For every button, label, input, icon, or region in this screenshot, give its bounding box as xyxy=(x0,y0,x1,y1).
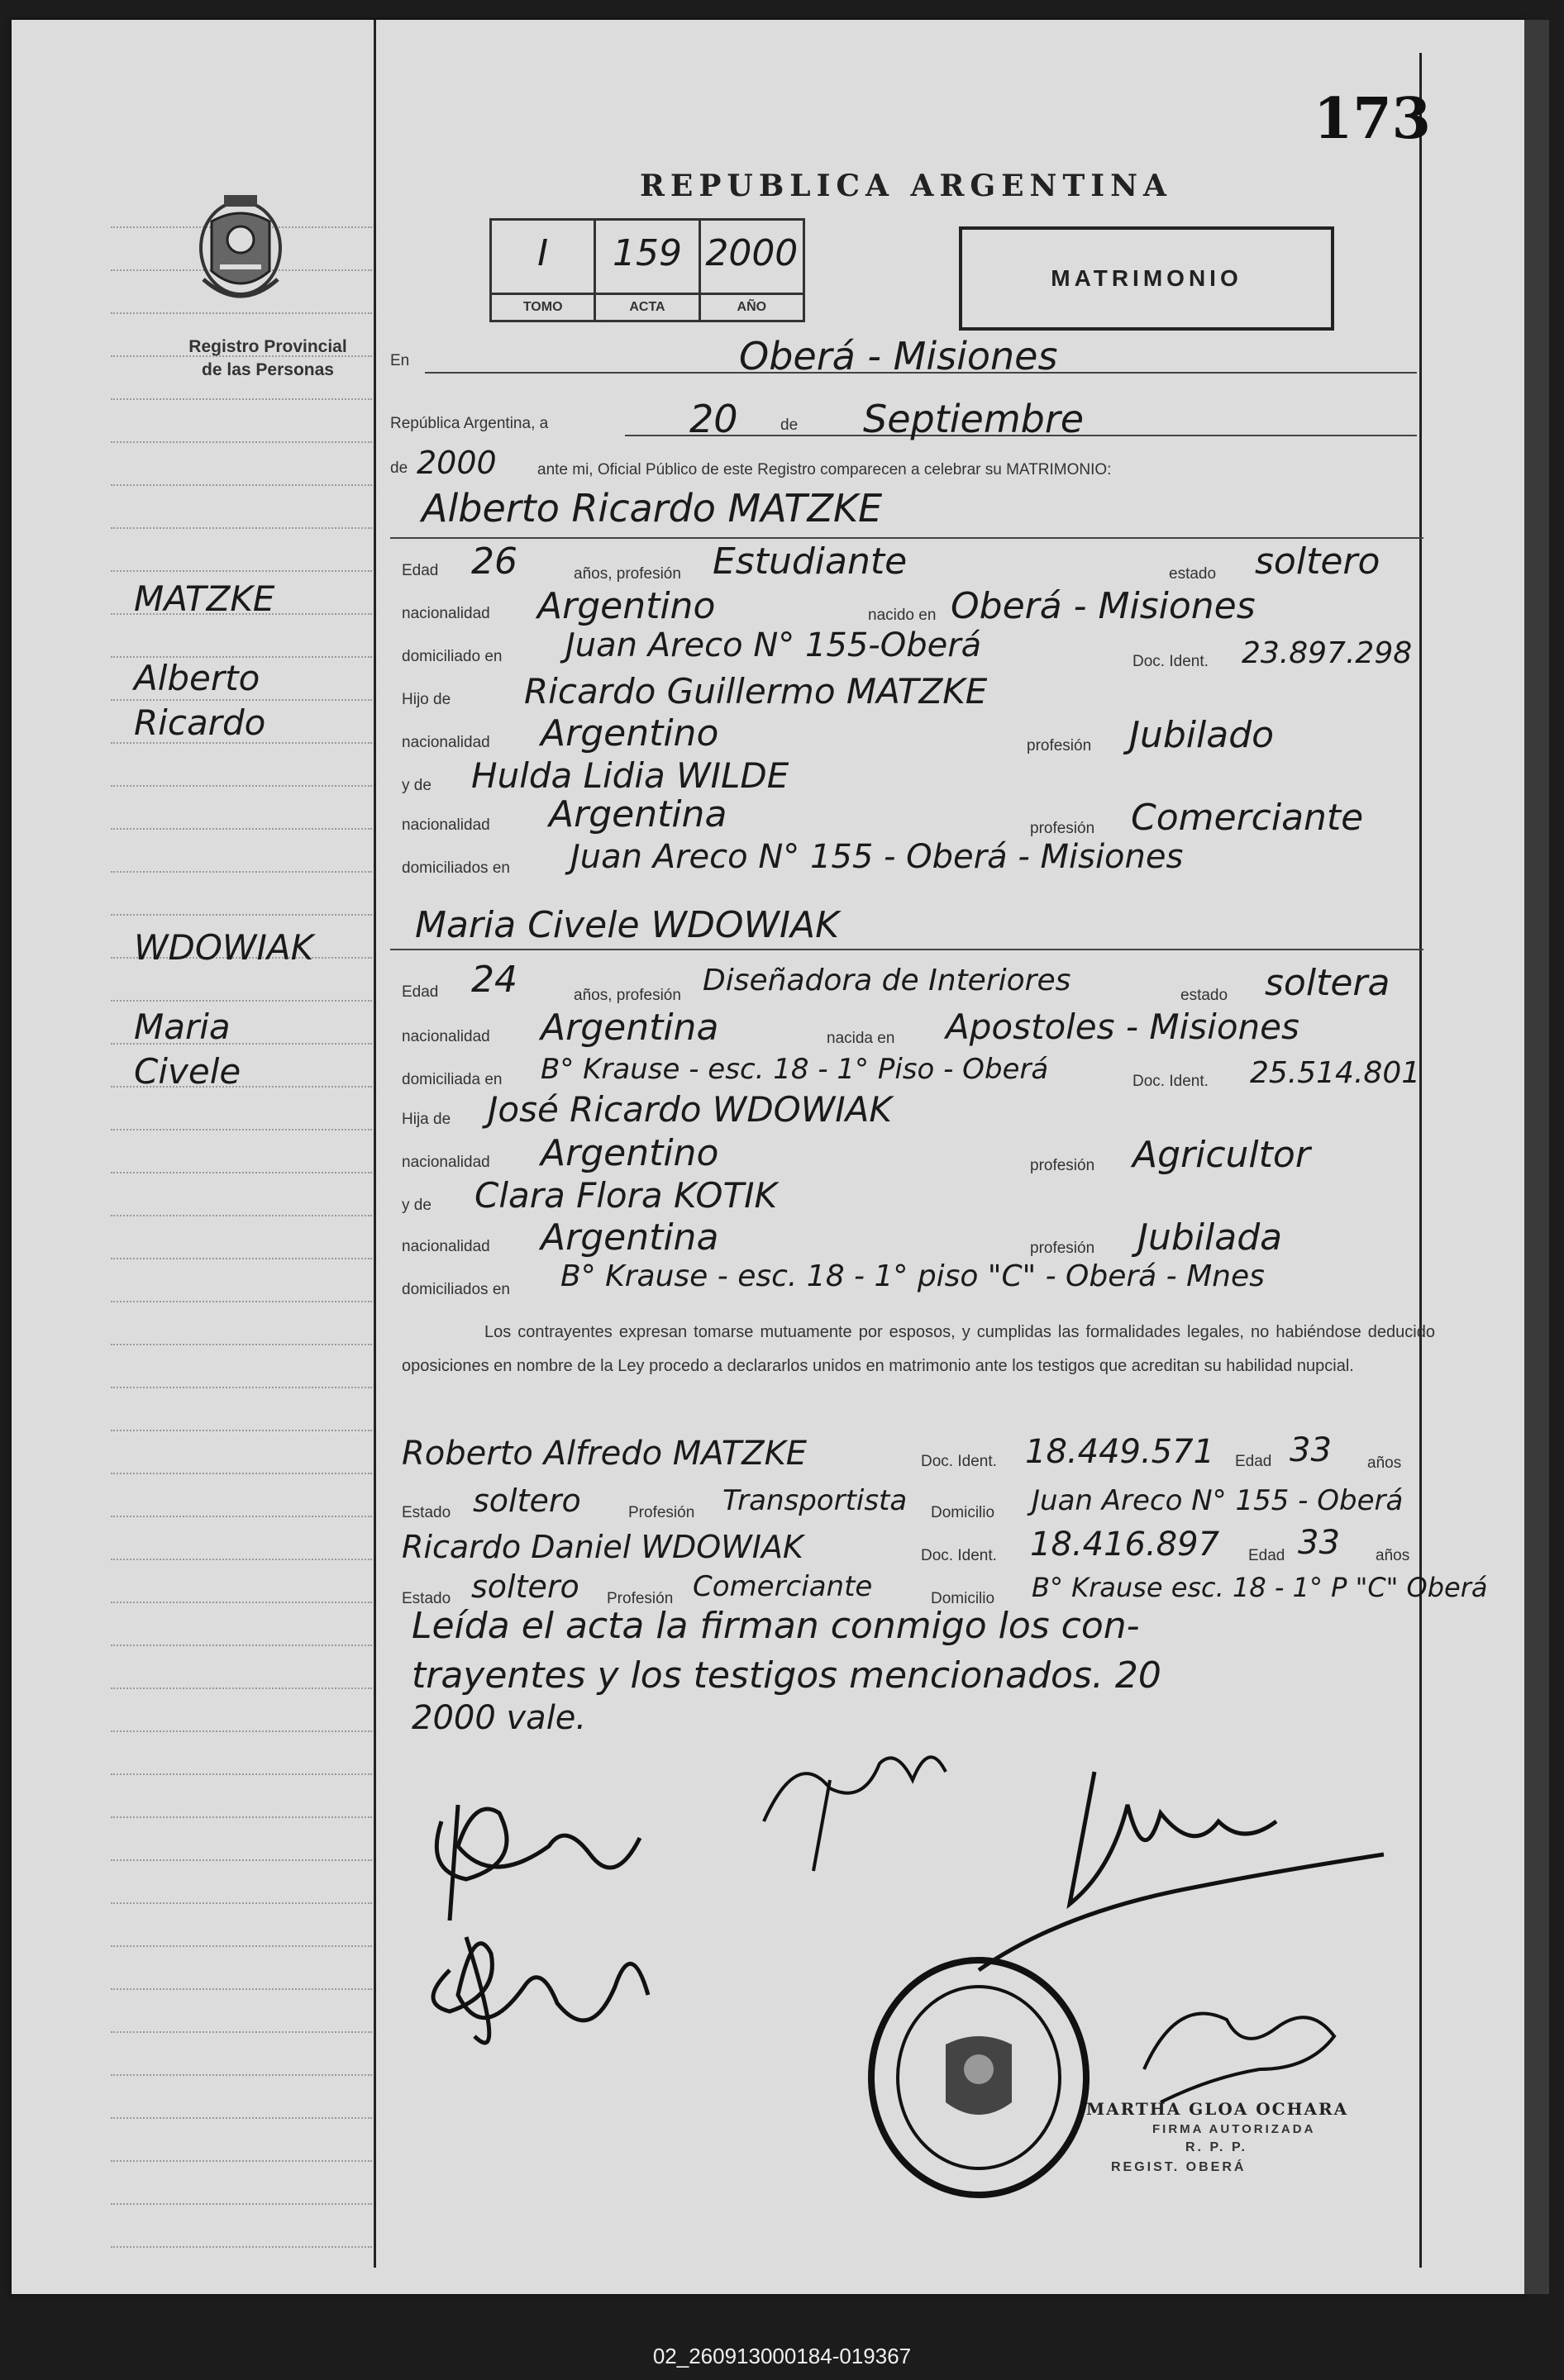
groom-father-prof-label: profesión xyxy=(1027,737,1092,754)
groom-civil: soltero xyxy=(1255,540,1380,583)
margin-rule xyxy=(111,1387,372,1388)
groom-mother-nat-label: nacionalidad xyxy=(402,816,490,834)
groom-and-label: y de xyxy=(402,777,432,794)
day-value: 20 xyxy=(689,397,738,441)
official-title: FIRMA AUTORIZADA xyxy=(1152,2122,1316,2136)
bride-civil-label: estado xyxy=(1180,987,1228,1004)
bride-parents-address: B° Krause - esc. 18 - 1° piso "C" - Oberá - Mnes xyxy=(560,1259,1265,1293)
margin-rule xyxy=(111,570,372,572)
margin-rule xyxy=(111,398,372,400)
margin-rule xyxy=(111,1645,372,1646)
witness-2-state: soltero xyxy=(471,1568,579,1605)
bride-nationality-label: nacionalidad xyxy=(402,1028,490,1045)
witness-1-state-label: Estado xyxy=(402,1504,451,1521)
witness-1-age-label: Edad xyxy=(1235,1453,1272,1470)
year-value: 2000 xyxy=(417,445,497,481)
year-prefix: de xyxy=(390,459,408,477)
groom-nationality: Argentino xyxy=(537,585,716,627)
margin-rule xyxy=(111,1000,372,1002)
de-label: de xyxy=(780,416,799,434)
witness-1-dom-label: Domicilio xyxy=(931,1504,995,1521)
witness-1-address: Juan Areco N° 155 - Oberá xyxy=(1032,1484,1404,1517)
official-seal xyxy=(863,1954,1094,2206)
rule xyxy=(390,537,1423,539)
bride-mother-nat-label: nacionalidad xyxy=(402,1238,490,1255)
bride-profession: Diseñadora de Interiores xyxy=(703,964,1071,997)
witness-2-name: Ricardo Daniel WDOWIAK xyxy=(402,1529,803,1565)
groom-mother-nationality: Argentina xyxy=(549,793,727,835)
groom-address: Juan Areco N° 155-Oberá xyxy=(565,626,982,664)
witness-1-state: soltero xyxy=(473,1483,581,1519)
witness-2-dom-label: Domicilio xyxy=(931,1590,995,1607)
bride-doc: 25.514.801 xyxy=(1250,1056,1421,1090)
year-cell xyxy=(701,221,803,320)
margin-rule xyxy=(111,1988,372,1990)
margin-rule xyxy=(111,1430,372,1431)
country-heading: REPUBLICA ARGENTINA xyxy=(640,169,1172,203)
witness-1-prof-label: Profesión xyxy=(628,1504,695,1521)
bride-father-nationality: Argentino xyxy=(541,1132,719,1174)
groom-parents-address: Juan Areco N° 155 - Oberá - Misiones xyxy=(570,838,1184,876)
margin-rule xyxy=(111,871,372,873)
witness-1-doc: 18.449.571 xyxy=(1025,1433,1215,1471)
official-name: MARTHA GLOA OCHARA xyxy=(1086,2099,1349,2119)
bride-doc-label: Doc. Ident. xyxy=(1132,1073,1209,1090)
witness-1-name: Roberto Alfredo MATZKE xyxy=(402,1435,808,1473)
groom-margin-given-1: Alberto xyxy=(134,658,260,698)
margin-rule xyxy=(111,914,372,916)
bride-mother-profession: Jubilada xyxy=(1137,1216,1283,1259)
witness-2-prof-label: Profesión xyxy=(607,1590,674,1607)
bride-father-nat-label: nacionalidad xyxy=(402,1154,490,1171)
groom-parents-dom-label: domiciliados en xyxy=(402,859,510,877)
appear-text: ante mi, Oficial Público de este Registro comparecen a celebrar su MATRIMONIO: xyxy=(537,461,1112,478)
margin-rule xyxy=(111,1516,372,1517)
reference-box xyxy=(489,218,805,322)
en-label: En xyxy=(390,352,410,369)
bride-civil: soltera xyxy=(1265,962,1390,1004)
registry-line-1: Registro Provincial xyxy=(188,337,347,356)
witness-2-doc-label: Doc. Ident. xyxy=(921,1547,997,1564)
register-page xyxy=(12,20,1524,2294)
witness-1-profession: Transportista xyxy=(722,1484,908,1517)
groom-father-nationality: Argentino xyxy=(541,712,719,754)
bride-father-profession: Agricultor xyxy=(1132,1134,1310,1176)
bride-child-label: Hija de xyxy=(402,1111,451,1128)
groom-mother-profession: Comerciante xyxy=(1131,797,1364,839)
groom-father: Ricardo Guillermo MATZKE xyxy=(524,671,988,712)
margin-rule xyxy=(111,1773,372,1775)
acta-cell xyxy=(596,221,700,320)
margin-rule xyxy=(111,785,372,787)
witness-2-age: 33 xyxy=(1298,1524,1340,1562)
closing-note-line-2: trayentes y los testigos mencionados. 20 xyxy=(412,1654,1161,1697)
margin-rule xyxy=(111,2031,372,2033)
tomo-label: TOMO xyxy=(492,293,594,320)
bride-father: José Ricardo WDOWIAK xyxy=(488,1089,892,1130)
acta-label: ACTA xyxy=(596,293,698,320)
month-value: Septiembre xyxy=(863,397,1085,441)
margin-rule xyxy=(111,1859,372,1861)
declaration-text: Los contrayentes expresan tomarse mutuamente por esposos, y cumplidas las formalidades legales, no habiéndose deducido oposiciones en nombre de la Ley procedo a declararlos unidos en matrimonio ante los testigos que acreditan su habilidad nupcial. xyxy=(402,1323,1435,1375)
groom-nationality-label: nacionalidad xyxy=(402,605,490,622)
groom-doc-label: Doc. Ident. xyxy=(1132,653,1209,670)
margin-rule xyxy=(111,1172,372,1173)
bride-margin-surname: WDOWIAK xyxy=(134,927,314,968)
margin-rule xyxy=(111,1945,372,1947)
groom-full-name: Alberto Ricardo MATZKE xyxy=(422,486,883,531)
paper-edge xyxy=(1524,20,1549,2294)
place-value: Oberá - Misiones xyxy=(739,334,1058,378)
margin-rule xyxy=(111,312,372,314)
margin-rule xyxy=(111,1902,372,1904)
bride-and-label: y de xyxy=(402,1197,432,1214)
witness-1-age: 33 xyxy=(1290,1431,1332,1469)
margin-rule xyxy=(111,1129,372,1130)
rule xyxy=(390,949,1423,950)
margin-rule xyxy=(111,484,372,486)
rep-label: República Argentina, a xyxy=(390,415,549,432)
margin-rule xyxy=(111,527,372,529)
bride-mother-nationality: Argentina xyxy=(541,1216,719,1259)
bride-signature xyxy=(433,1937,648,2043)
witness-2-signature xyxy=(979,1772,1384,1970)
groom-margin-surname: MATZKE xyxy=(134,578,275,619)
groom-father-profession: Jubilado xyxy=(1129,714,1275,756)
bride-father-prof-label: profesión xyxy=(1030,1157,1095,1174)
margin-rule xyxy=(111,1344,372,1345)
groom-margin-given-2: Ricardo xyxy=(134,702,266,743)
margin-rule xyxy=(111,1473,372,1474)
margin-rule xyxy=(111,2160,372,2162)
groom-mother-prof-label: profesión xyxy=(1030,820,1095,837)
margin-rule xyxy=(111,1816,372,1818)
bride-nationality: Argentina xyxy=(541,1007,719,1049)
bride-profession-label: años, profesión xyxy=(574,987,681,1004)
bride-mother: Clara Flora KOTIK xyxy=(474,1175,778,1216)
groom-address-label: domiciliado en xyxy=(402,648,503,665)
groom-child-label: Hijo de xyxy=(402,691,451,708)
folio-number: 173 xyxy=(1314,86,1431,152)
margin-rule xyxy=(111,1730,372,1732)
witness-1-doc-label: Doc. Ident. xyxy=(921,1453,997,1470)
tomo-cell xyxy=(492,221,596,320)
closing-note-line-1: Leída el acta la firman conmigo los con- xyxy=(412,1605,1140,1647)
official-branch: REGIST. OBERÁ xyxy=(1111,2160,1247,2174)
margin-rule xyxy=(111,2117,372,2119)
bride-full-name: Maria Civele WDOWIAK xyxy=(415,904,839,946)
margin-rule xyxy=(111,699,372,701)
official-signature xyxy=(1144,2014,1334,2103)
year-value: 2000 xyxy=(705,232,799,274)
groom-age: 26 xyxy=(471,540,517,583)
year-label: AÑO xyxy=(701,293,803,320)
official-office: R. P. P. xyxy=(1185,2140,1247,2154)
margin-rule xyxy=(111,1258,372,1259)
bride-address-label: domiciliada en xyxy=(402,1071,503,1088)
groom-signature xyxy=(436,1805,640,1921)
acta-value: 159 xyxy=(613,232,682,274)
witness-2-profession: Comerciante xyxy=(693,1570,873,1603)
margin-rule xyxy=(111,441,372,443)
groom-civil-label: estado xyxy=(1169,565,1217,583)
groom-profession: Estudiante xyxy=(713,540,908,583)
margin-rule xyxy=(111,1559,372,1560)
witness-2-state-label: Estado xyxy=(402,1590,451,1607)
coat-of-arms-icon xyxy=(187,188,294,312)
margin-rule xyxy=(111,2203,372,2205)
witness-2-doc: 18.416.897 xyxy=(1030,1526,1220,1564)
witness-2-age-label: Edad xyxy=(1248,1547,1285,1564)
witness-1-signature xyxy=(764,1757,946,1871)
bride-margin-given-1: Maria xyxy=(134,1007,231,1047)
witness-2-address: B° Krause esc. 18 - 1° P "C" Oberá xyxy=(1032,1572,1488,1603)
bride-birthplace: Apostoles - Misiones xyxy=(946,1007,1299,1047)
witness-2-years-label: años xyxy=(1376,1547,1410,1564)
margin-rule xyxy=(111,1602,372,1603)
bride-age-label: Edad xyxy=(402,983,439,1001)
margin-rule xyxy=(111,828,372,830)
registry-label xyxy=(144,336,392,382)
footer-image-id: 02_260913000184-019367 xyxy=(652,2344,912,2368)
margin-rule xyxy=(111,1215,372,1216)
bride-address: B° Krause - esc. 18 - 1° Piso - Oberá xyxy=(541,1053,1049,1086)
bride-margin-given-2: Civele xyxy=(134,1051,241,1092)
bride-mother-prof-label: profesión xyxy=(1030,1240,1095,1257)
bride-age: 24 xyxy=(471,959,517,1001)
groom-age-label: Edad xyxy=(402,562,439,579)
witness-1-years-label: años xyxy=(1367,1454,1402,1472)
groom-father-nat-label: nacionalidad xyxy=(402,734,490,751)
groom-doc: 23.897.298 xyxy=(1242,636,1413,670)
bride-parents-dom-label: domiciliados en xyxy=(402,1281,510,1298)
margin-rule xyxy=(111,1687,372,1689)
groom-born-label: nacido en xyxy=(868,607,937,624)
tomo-value: I xyxy=(537,232,549,274)
registry-line-2: de las Personas xyxy=(202,360,334,379)
closing-note-line-3: 2000 vale. xyxy=(412,1699,587,1737)
margin-rule xyxy=(111,2246,372,2248)
groom-mother: Hulda Lidia WILDE xyxy=(471,755,789,796)
act-type-box: MATRIMONIO xyxy=(959,226,1334,331)
bride-born-label: nacida en xyxy=(827,1030,895,1047)
groom-profession-label: años, profesión xyxy=(574,565,681,583)
groom-birthplace: Oberá - Misiones xyxy=(951,585,1256,627)
margin-rule xyxy=(111,2074,372,2076)
margin-rule xyxy=(111,1301,372,1302)
